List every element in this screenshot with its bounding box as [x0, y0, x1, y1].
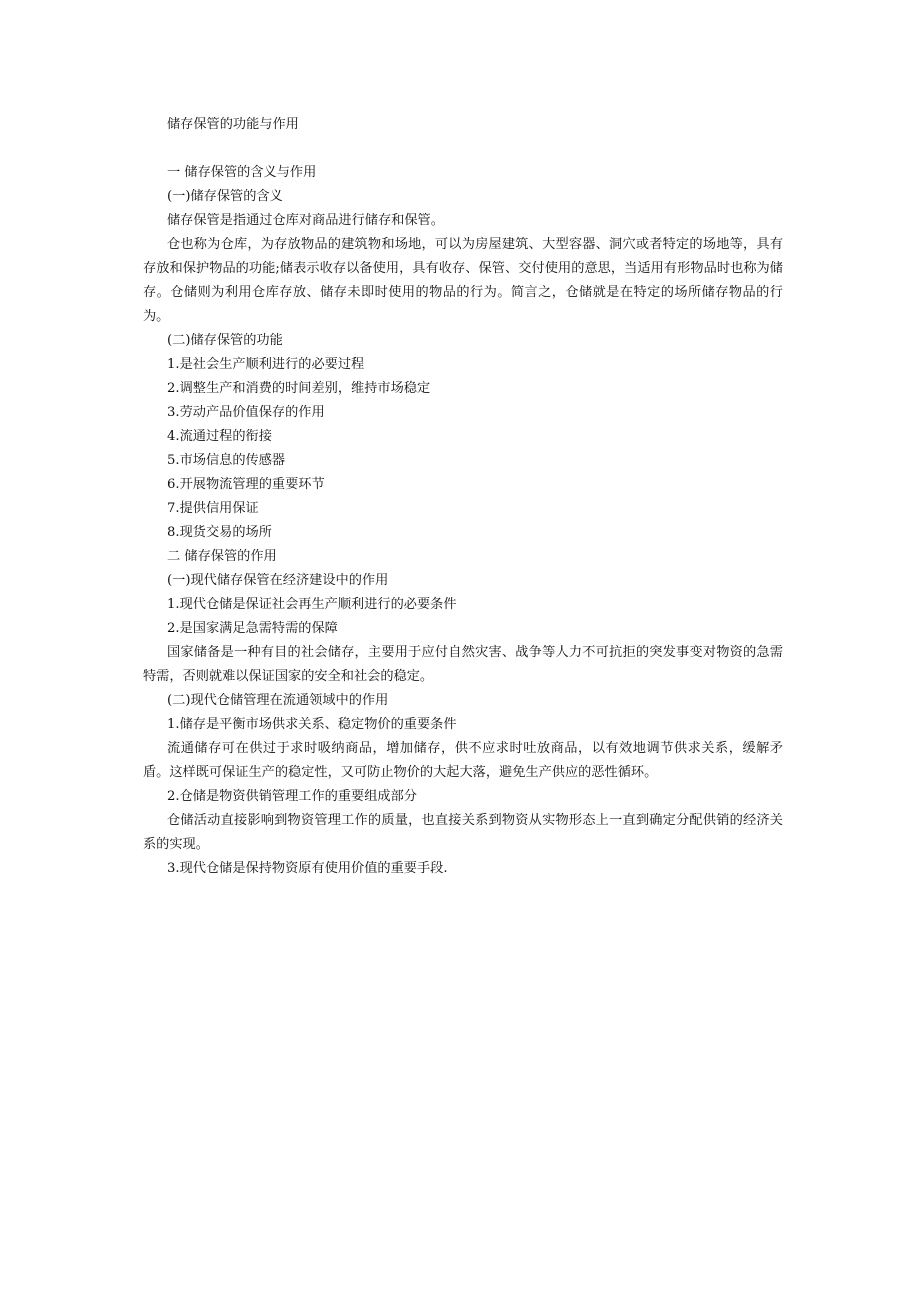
list-item: 6.开展物流管理的重要环节 — [167, 477, 325, 492]
list-item: 3.现代仓储是保持物资原有使用价值的重要手段. — [167, 861, 448, 876]
document-body — [143, 113, 783, 881]
list-item: 3.劳动产品价值保存的作用 — [167, 405, 325, 420]
list-item: 1.是社会生产顺利进行的必要过程 — [167, 357, 365, 372]
document-title: 储存保管的功能与作用 — [167, 117, 299, 132]
subsection-heading: (二)储存保管的功能 — [167, 333, 283, 348]
list-item: 1.现代仓储是保证社会再生产顺利进行的必要条件 — [167, 597, 457, 612]
paragraph: 仓也称为仓库，为存放物品的建筑物和场地，可以为房屋建筑、大型容器、洞穴或者特定的场地等，具有存放和保护物品的功能;储表示收存以备使用，具有收存、保管、交付使用的意思，当适用有形物品时也称为储存。仓储则为利用仓库存放、储存未即时使用的物品的行为。简言之，仓储就是在特定的场所储存物品的行为。 — [143, 237, 783, 324]
paragraph: 储存保管是指通过仓库对商品进行储存和保管。 — [167, 213, 444, 228]
list-item: 1.储存是平衡市场供求关系、稳定物价的重要条件 — [167, 717, 457, 732]
list-item: 2.仓储是物资供销管理工作的重要组成部分 — [167, 789, 417, 804]
list-item: 4.流通过程的衔接 — [167, 429, 272, 444]
subsection-heading: (一)储存保管的含义 — [167, 189, 283, 204]
paragraph: 流通储存可在供过于求时吸纳商品，增加储存，供不应求时吐放商品，以有效地调节供求关系，缓解矛盾。这样既可保证生产的稳定性，又可防止物价的大起大落，避免生产供应的恶性循环。 — [143, 741, 783, 780]
list-item: 2.是国家满足急需特需的保障 — [167, 621, 338, 636]
section-heading: 一 储存保管的含义与作用 — [167, 165, 317, 180]
list-item: 5.市场信息的传感器 — [167, 453, 286, 468]
list-item: 8.现货交易的场所 — [167, 525, 272, 540]
subsection-heading: (一)现代储存保管在经济建设中的作用 — [167, 573, 389, 588]
paragraph: 国家储备是一种有目的社会储存，主要用于应付自然灾害、战争等人力不可抗拒的突发事变对物资的急需特需，否则就难以保证国家的安全和社会的稳定。 — [143, 645, 783, 684]
section-heading: 二 储存保管的作用 — [167, 549, 277, 564]
list-item: 7.提供信用保证 — [167, 501, 259, 516]
paragraph: 仓储活动直接影响到物资管理工作的质量，也直接关系到物资从实物形态上一直到确定分配供销的经济关系的实现。 — [143, 813, 783, 852]
subsection-heading: (二)现代仓储管理在流通领域中的作用 — [167, 693, 389, 708]
list-item: 2.调整生产和消费的时间差别，维持市场稳定 — [167, 381, 431, 396]
